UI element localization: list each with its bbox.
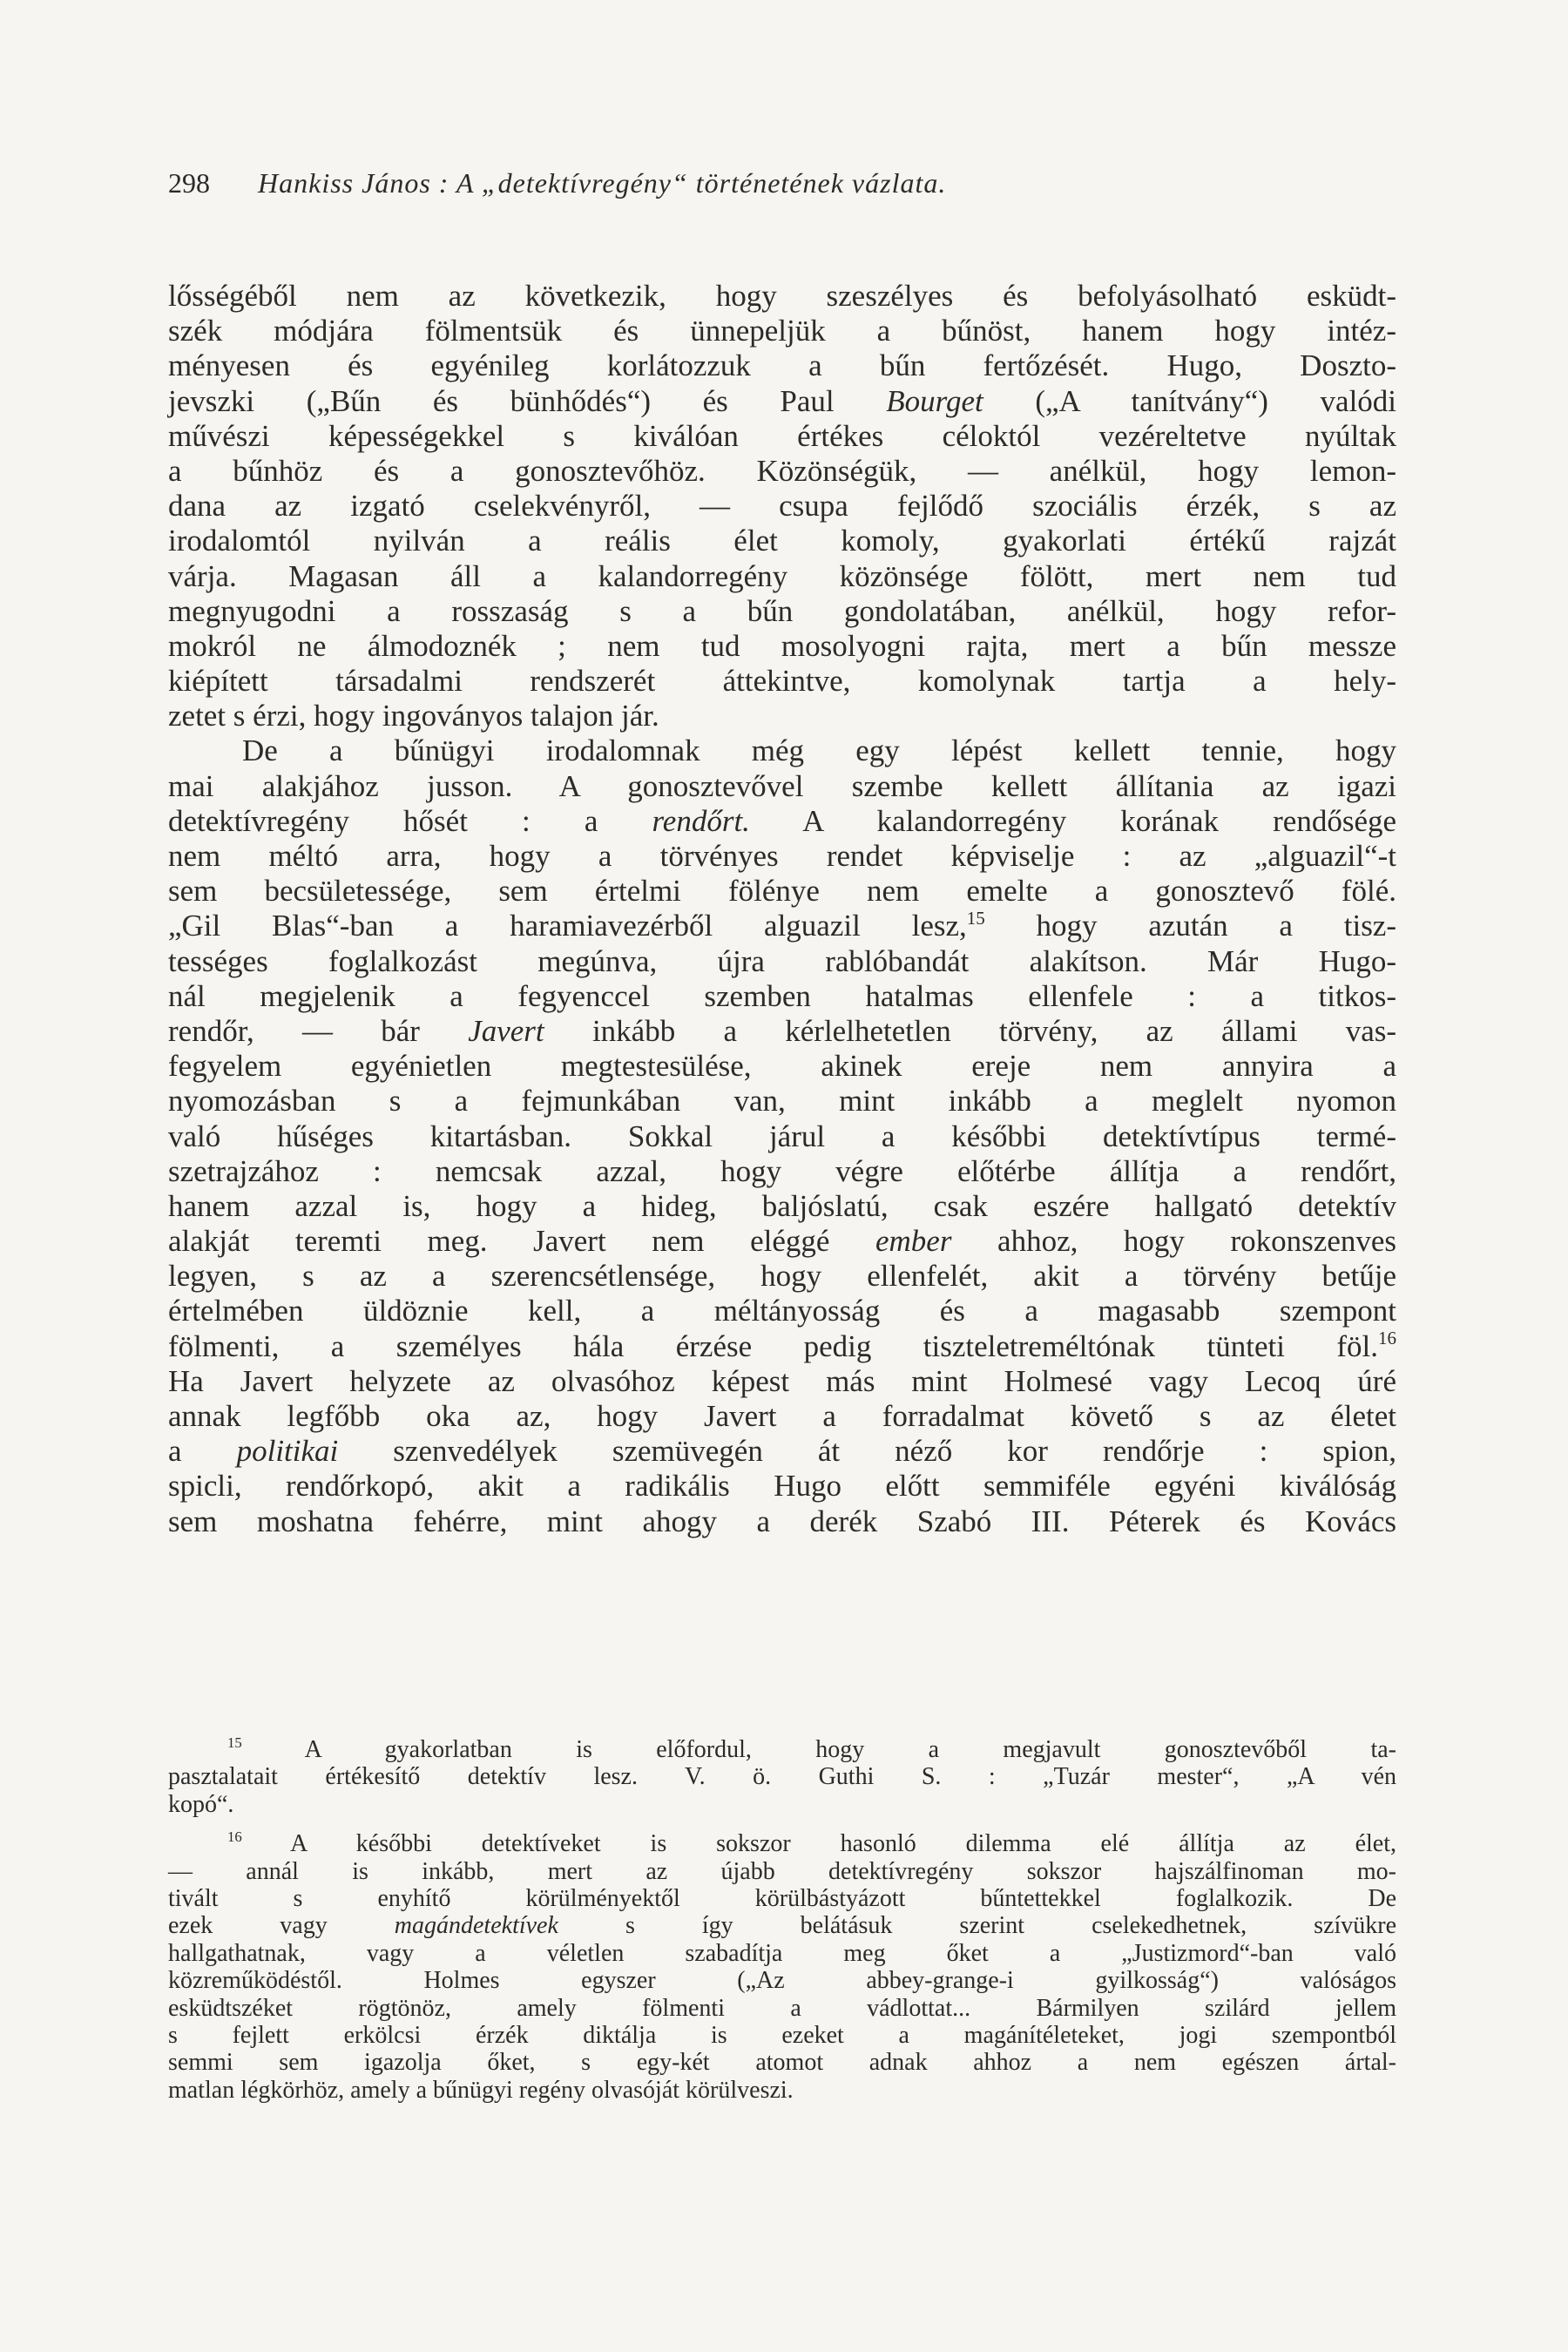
text-line: annak legfőbb oka az, hogy Javert a forradalmat követő s az életet (168, 1399, 1396, 1433)
italic-word-ember: ember (875, 1224, 952, 1259)
text-line (168, 909, 1396, 943)
text-segment: inkább a kérlelhetetlen törvény, az állami vas- (591, 1013, 1397, 1048)
text-line: szetrajzához : nemcsak azzal, hogy végre előtérbe állítja a rendőrt, (168, 1153, 1396, 1188)
text-segment: fölmenti, a személyes hála érzése pedig tiszteletreméltónak tünteti föl. (168, 1328, 1378, 1363)
running-head (168, 166, 1388, 200)
text-segment: A kalandorregény korának rendősége (802, 803, 1397, 838)
text-line: fegyelem egyénietlen megtestesülése, akinek ereje nem annyira a (168, 1049, 1396, 1084)
text-line (168, 804, 1396, 839)
text-line: művészi képességekkel s kiválóan értékes céloktól vezéreltetve nyúltak (168, 418, 1396, 453)
text-line: mokról ne álmodoznék ; nem tud mosolyogni rajta, mert a bűn messze (168, 628, 1396, 663)
text-line: irodalomtól nyilván a reális élet komoly, gyakorlati értékű rajzát (168, 524, 1396, 558)
text-line: értelmében üldöznie kell, a méltányosság és a magasabb szempont (168, 1294, 1396, 1328)
footnote-16-line: — annál is inkább, mert az újabb detektívregény sokszor hajszálfinoman mo- (168, 1857, 1396, 1885)
footnote-gap (168, 1818, 1396, 1830)
footnote-16-line (168, 1912, 1396, 1939)
text-line: kiépített társadalmi rendszerét áttekintve, komolynak tartja a hely- (168, 664, 1396, 699)
footnote-marker-15: 15 (227, 1734, 242, 1751)
text-line: megnyugodni a rosszaság s a bűn gondolatában, anélkül, hogy refor- (168, 593, 1396, 628)
paragraph-start-line: De a bűnügyi irodalomnak még egy lépést kellett tennie, hogy (242, 733, 1396, 768)
text-line: szék módjára fölmentsük és ünnepeljük a bűnöst, hanem hogy intéz- (168, 314, 1396, 348)
text-segment: „Gil Blas“-ban a haramiavezérből alguazil lesz, (168, 909, 967, 943)
running-head-title: Hankiss János : A „detektívregény“ történetének vázlata. (258, 167, 947, 199)
text-segment: a (168, 1434, 182, 1469)
text-line: a bűnhöz és a gonosztevőhöz. Közönségük, — anélkül, hogy lemon- (168, 453, 1396, 488)
text-line: való hűséges kitartásban. Sokkal járul a későbbi detektívtípus termé- (168, 1119, 1396, 1153)
footnotes (168, 1736, 1396, 2104)
footnote-16-line: matlan légkörhöz, amely a bűnügyi regény olvasóját körülveszi. (168, 2076, 794, 2104)
text-line: legyen, s az a szerencsétlensége, hogy ellenfelét, akit a törvény betűje (168, 1259, 1396, 1294)
text-line: hanem azzal is, hogy a hideg, baljóslatú, csak eszére hallgató detektív (168, 1188, 1396, 1223)
footnote-15-line (168, 1736, 1396, 1763)
footnote-ref-15[interactable]: 15 (966, 907, 985, 929)
text-segment: detektívregény hősét : a (168, 803, 598, 838)
text-line (168, 1224, 1396, 1259)
page-number: 298 (168, 167, 210, 199)
italic-word-magandetektivek: magándetektívek (394, 1912, 558, 1940)
text-line: Ha Javert helyzete az olvasóhoz képest más mint Holmesé vagy Lecoq úré (168, 1363, 1396, 1398)
italic-name-javert: Javert (468, 1013, 544, 1048)
text-line: mai alakjához jusson. A gonosztevővel szembe kellett állítania az igazi (168, 768, 1396, 803)
text-segment: rendőr, — bár (168, 1013, 420, 1048)
footnote-16-line: tivált s enyhítő körülményektől körülbástyázott bűntettekkel foglalkozik. De (168, 1884, 1396, 1912)
footnote-text: A gyakorlatban is előfordul, hogy a megjavult gonosztevőből ta- (304, 1736, 1396, 1763)
text-segment: hogy azután a tisz- (1036, 909, 1397, 943)
footnote-16-line (168, 1830, 1396, 1857)
main-text (168, 279, 1396, 1539)
paragraph-end-line: zetet s érzi, hogy ingoványos talajon jár. (168, 699, 659, 733)
footnote-16-line: semmi sem igazolja őket, s egy-két atomot adnak ahhoz a nem egészen ártal- (168, 2049, 1396, 2077)
text-line (168, 1329, 1396, 1364)
text-line: spicli, rendőrkopó, akit a radikális Hugo előtt semmiféle egyéni kiválóság (168, 1469, 1396, 1504)
footnote-text: ezek vagy (168, 1912, 328, 1940)
text-line (168, 1434, 1396, 1469)
text-line (168, 1014, 1396, 1049)
text-line: nál megjelenik a fegyenccel szemben hatalmas ellenfele : a titkos- (168, 978, 1396, 1013)
footnote-ref-16[interactable]: 16 (1378, 1327, 1396, 1348)
footnote-16-line: esküdtszéket rögtönöz, amely fölmenti a vádlottat... Bármilyen szilárd jellem (168, 1994, 1396, 2022)
text-segment: ahhoz, hogy rokonszenves (997, 1224, 1397, 1259)
text-segment: jevszki („Bűn és bünhődés“) és Paul (168, 383, 835, 418)
footnote-marker-16: 16 (227, 1828, 242, 1846)
footnote-text: s így belátásuk szerint cselekedhetnek, szívükre (625, 1912, 1396, 1940)
text-line: nem méltó arra, hogy a törvényes rendet képviselje : az „alguazil“-t (168, 839, 1396, 873)
text-segment: („A tanítvány“) valódi (1035, 383, 1397, 418)
text-line: ményesen és egyénileg korlátozzuk a bűn fertőzését. Hugo, Doszto- (168, 348, 1396, 383)
footnote-16-line: közreműködéstől. Holmes egyszer („Az abbey-grange-i gyilkosság“) valóságos (168, 1967, 1396, 1995)
text-line: lősségéből nem az következik, hogy szeszélyes és befolyásolható esküdt- (168, 279, 1396, 313)
footnote-15-line: kopó“. (168, 1790, 234, 1818)
footnote-text: A későbbi detektíveket is sokszor hasonló dilemma elé állítja az élet, (290, 1830, 1396, 1858)
italic-word-rendort: rendőrt. (652, 803, 750, 838)
italic-word-politikai: politikai (236, 1434, 339, 1469)
footnote-16-line: hallgathatnak, vagy a véletlen szabadítja meg őket a „Justizmord“-ban való (168, 1939, 1396, 1967)
footnote-16-line: s fejlett erkölcsi érzék diktálja is ezeket a magánítéleteket, jogi szempontból (168, 2021, 1396, 2049)
text-line: sem moshatna fehérre, mint ahogy a derék Szabó III. Péterek és Kovács (168, 1504, 1396, 1538)
footnote-15-line: pasztalatait értékesítő detektív lesz. V. ö. Guthi S. : „Tuzár mester“, „A vén (168, 1763, 1396, 1791)
text-line: sem becsületessége, sem értelmi fölénye nem emelte a gonosztevő fölé. (168, 874, 1396, 909)
text-line: várja. Magasan áll a kalandorregény közönsége fölött, mert nem tud (168, 558, 1396, 593)
text-line: dana az izgató cselekvényről, — csupa fejlődő szociális érzék, s az (168, 489, 1396, 524)
text-line (168, 384, 1396, 419)
text-line: nyomozásban s a fejmunkában van, mint inkább a meglelt nyomon (168, 1084, 1396, 1119)
text-segment: szenvedélyek szemüvegén át néző kor rendőrje : spion, (393, 1434, 1396, 1469)
text-line: tességes foglalkozást megúnva, újra rablóbandát alakítson. Már Hugo- (168, 943, 1396, 978)
italic-name-bourget: Bourget (886, 383, 983, 418)
text-segment: alakját teremti meg. Javert nem eléggé (168, 1224, 830, 1259)
